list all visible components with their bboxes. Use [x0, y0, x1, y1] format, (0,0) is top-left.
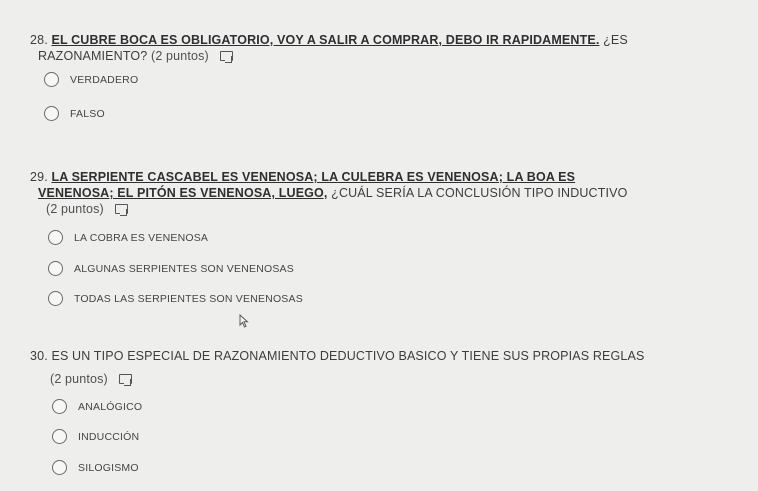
question-prompt: ES UN TIPO ESPECIAL DE RAZONAMIENTO DEDUCTIVO BASICO Y TIENE SUS PROPIAS REGLAS — [51, 349, 645, 363]
option-label: ALGUNAS SERPIENTES SON VENENOSAS — [74, 262, 294, 275]
option-label: FALSO — [70, 107, 105, 120]
question-29-line1 — [30, 169, 740, 186]
option-induccion[interactable] — [52, 429, 139, 444]
option-label: TODAS LAS SERPIENTES SON VENENOSAS — [74, 292, 303, 305]
option-label: ANALÓGICO — [78, 400, 143, 413]
option-la-cobra[interactable] — [48, 230, 208, 245]
option-algunas-serpientes[interactable] — [48, 261, 294, 276]
radio-button[interactable] — [44, 106, 59, 121]
question-29-points — [46, 201, 128, 218]
question-number: 30. — [30, 349, 48, 363]
option-silogismo[interactable] — [52, 460, 139, 475]
question-number: 29. — [30, 170, 48, 184]
option-verdadero[interactable] — [44, 72, 138, 87]
question-statement-underlined-cont: VENENOSA; EL PITÓN ES VENENOSA, LUEGO, — [38, 186, 328, 200]
immersive-reader-icon[interactable] — [220, 51, 233, 61]
question-statement-underlined: LA SERPIENTE CASCABEL ES VENENOSA; LA CULEBRA ES VENENOSA; LA BOA ES — [51, 170, 576, 184]
radio-button[interactable] — [48, 261, 63, 276]
option-analogico[interactable] — [52, 399, 142, 414]
radio-button[interactable] — [48, 291, 63, 306]
option-label: VERDADERO — [70, 73, 139, 86]
option-todas-las-serpientes[interactable] — [48, 291, 303, 306]
question-number: 28. — [30, 33, 48, 47]
question-prompt: ¿ES — [599, 33, 628, 47]
radio-button[interactable] — [44, 72, 59, 87]
mouse-pointer-icon — [239, 314, 251, 328]
question-29-line2 — [38, 185, 748, 202]
option-label: SILOGISMO — [78, 461, 139, 474]
immersive-reader-icon[interactable] — [115, 204, 128, 214]
immersive-reader-icon[interactable] — [119, 374, 132, 384]
radio-button[interactable] — [52, 429, 67, 444]
question-prompt: ¿CUÁL SERÍA LA CONCLUSIÓN TIPO INDUCTIVO — [327, 186, 628, 200]
question-statement-underlined: EL CUBRE BOCA ES OBLIGATORIO, VOY A SALIR A COMPRAR, DEBO IR RAPIDAMENTE. — [51, 33, 600, 47]
radio-button[interactable] — [52, 399, 67, 414]
question-prompt-cont: RAZONAMIENTO? — [38, 49, 148, 63]
question-28-text — [30, 32, 740, 49]
question-30-text — [30, 348, 740, 365]
option-falso[interactable] — [44, 106, 105, 121]
option-label: LA COBRA ES VENENOSA — [74, 231, 209, 244]
radio-button[interactable] — [48, 230, 63, 245]
radio-button[interactable] — [52, 460, 67, 475]
option-label: INDUCCIÓN — [78, 430, 140, 443]
points-label: (2 puntos) — [151, 49, 209, 63]
points-label: (2 puntos) — [50, 372, 108, 386]
question-28-line2 — [38, 48, 233, 65]
question-30-points — [50, 371, 132, 388]
points-label: (2 puntos) — [46, 202, 104, 216]
